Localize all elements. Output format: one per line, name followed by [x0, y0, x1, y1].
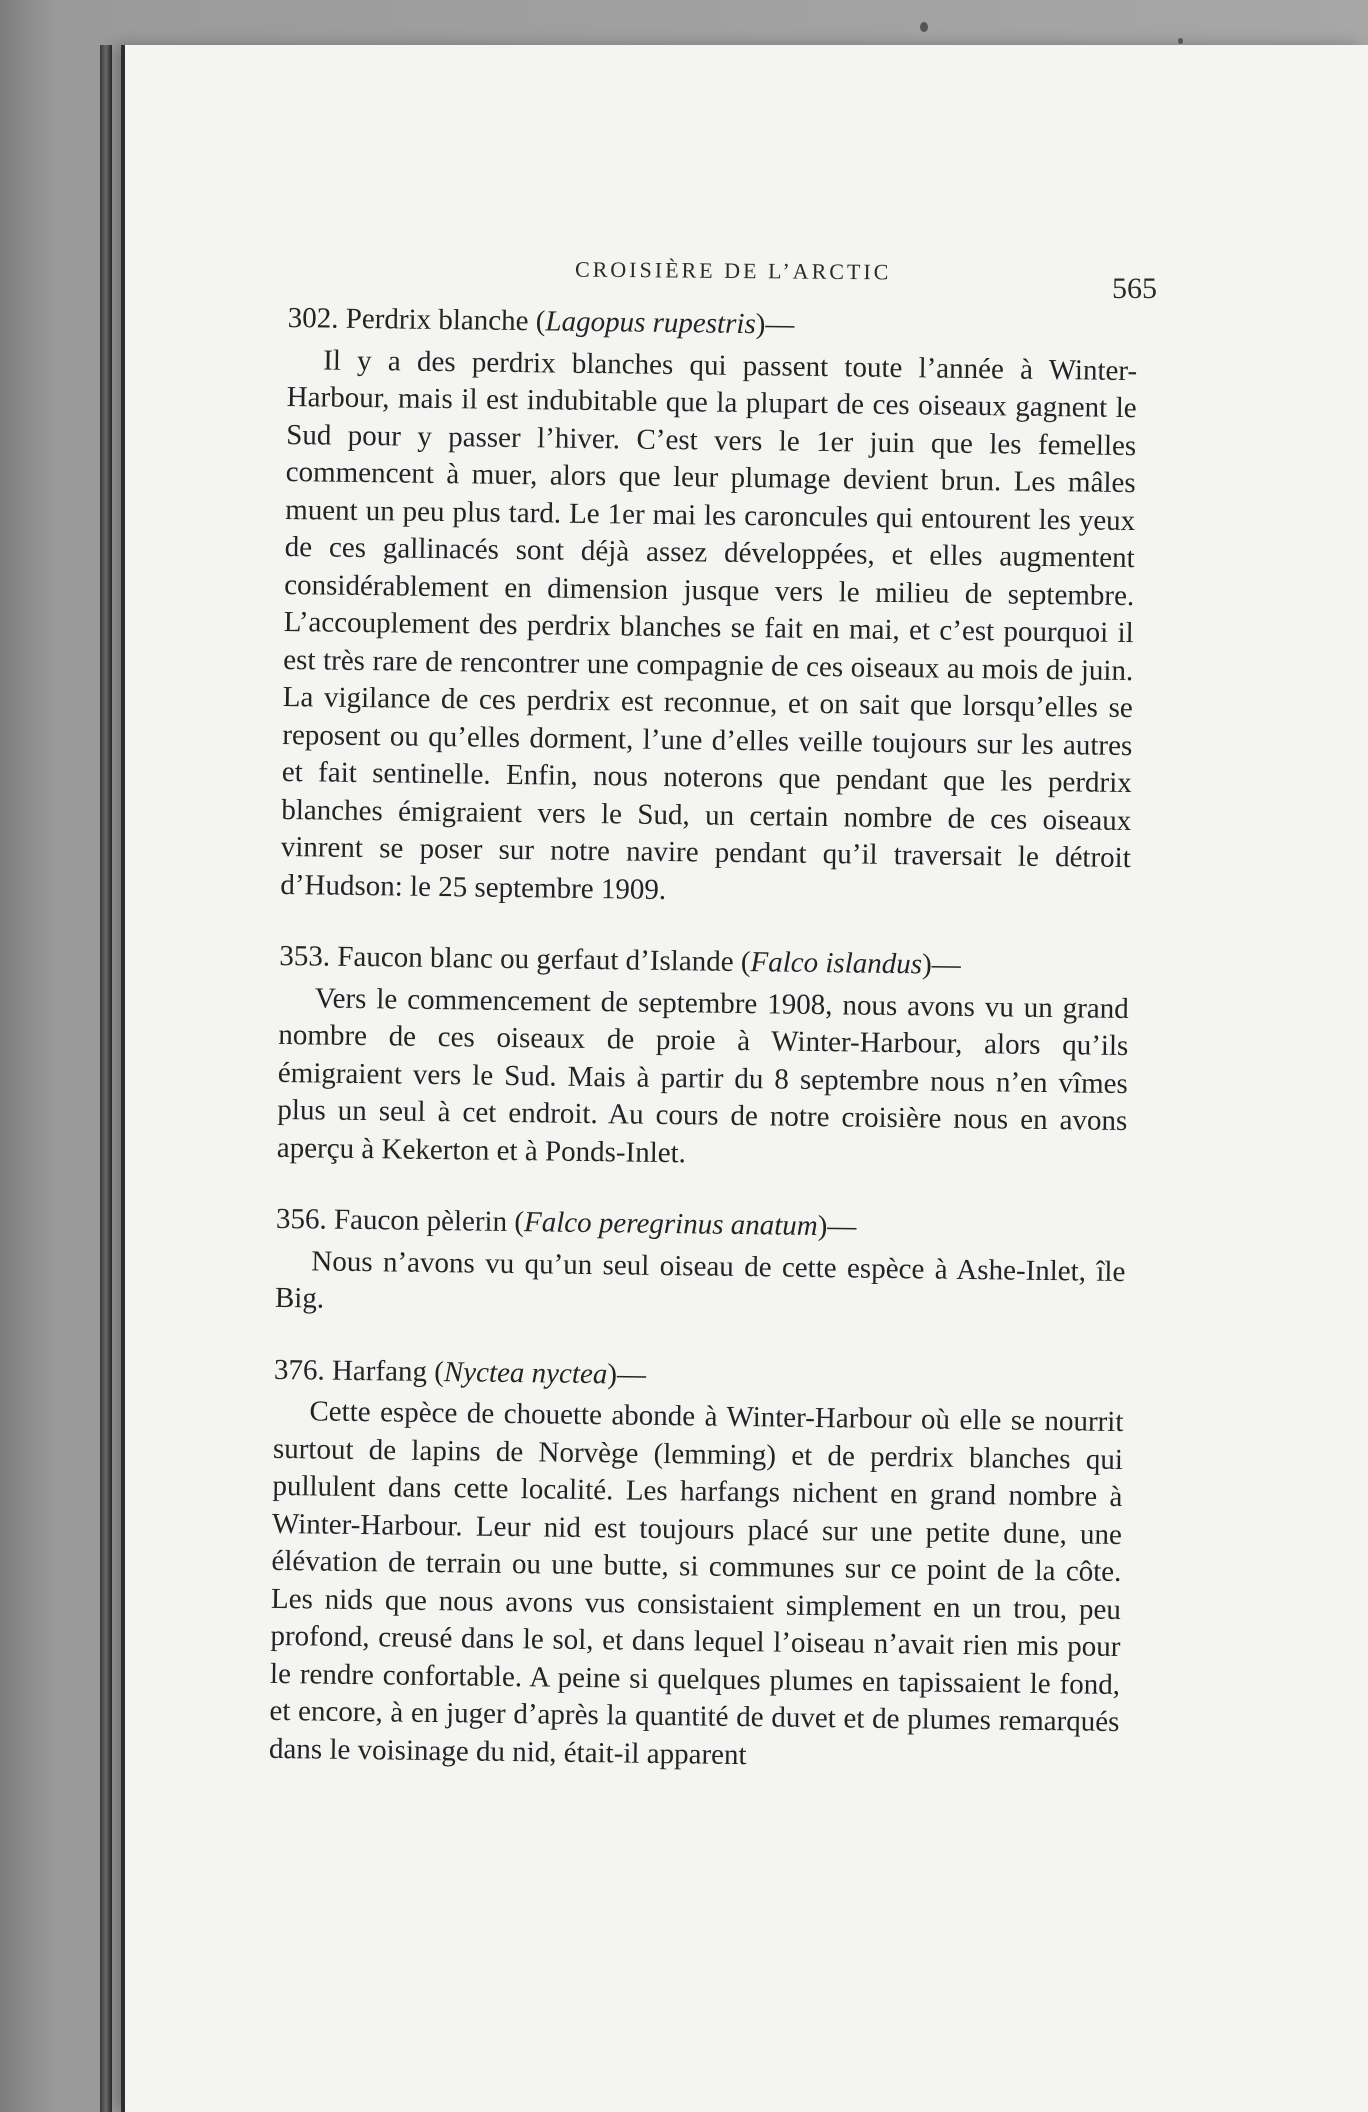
entry-latin-name: Falco islandus [750, 946, 923, 981]
entry-latin-name: Falco peregrinus anatum [523, 1206, 818, 1243]
entry-text: Vers le commencement de septembre 1908, nous avons vu un grand nombre de ces oiseaux de proie à Winter-Harbour, alors qu’ils émigraient vers le Sud. Mais à partir du 8 septembre nous n’en vîmes plus un seul à cet endroit. Au cours de notre croisière nous en avons aperçu à Kekerton et à Ponds-Inlet. [276, 981, 1130, 1169]
entry-number: 376. [273, 1353, 325, 1387]
entry-common-name: Harfang [331, 1354, 428, 1388]
species-entry-356 [275, 1201, 1126, 1329]
scan-speck [1178, 38, 1183, 44]
entry-latin-name: Nyctea nyctea [443, 1355, 608, 1390]
book-binding-edge [100, 45, 112, 2112]
scan-speck [920, 22, 928, 32]
entry-heading: 302. Perdrix blanche (Lagopus rupestris)— [287, 301, 795, 341]
entry-latin-name: Lagopus rupestris [545, 305, 756, 341]
entry-heading: 356. Faucon pèlerin (Falco peregrinus anatum)— [275, 1202, 857, 1243]
page-body [268, 300, 1138, 1813]
entry-common-name: Perdrix blanche [345, 302, 529, 338]
entry-text: Il y a des perdrix blanches qui passent toute l’année à Winter-Harbour, mais il est indubitable que la plupart de ces oiseaux gagnent le Sud pour y passer l’hiver. C’est vers le 1er juin que les femelles commencent à muer, alors que leur plumage devient brun. Les mâles muent un peu plus tard. Le 1er mai les caroncules qui entourent les yeux de ces gallinacés sont déjà assez développées, et elles augmentent considérablement en dimension jusque vers le milieu de septembre. L’accouplement des perdrix blanches se fait en mai, et c’est pourquoi il est très rare de rencontrer une compagnie de ces oiseaux au mois de juin. La vigilance de ces perdrix est reconnue, et on sait que lorsqu’elles se reposent ou qu’elles dorment, l’une d’elles veille toujours sur les autres et fait sentinelle. Enfin, nous noterons que pendant que les perdrix blanches émigraient vers le Sud, un certain nombre de ces oiseaux vinrent se poser sur notre navire pendant qu’il traversait le détroit d’Hudson: le 25 septembre 1909. [280, 343, 1138, 906]
entry-number: 353. [279, 939, 331, 973]
entry-number: 302. [287, 301, 339, 335]
species-entry-376 [269, 1351, 1124, 1779]
entry-common-name: Faucon pèlerin [333, 1203, 508, 1238]
page-number: 565 [1112, 272, 1157, 305]
species-entry-302 [280, 300, 1138, 915]
entry-common-name: Faucon blanc ou gerfaut d’Islande [337, 940, 734, 978]
entry-heading: 376. Harfang (Nyctea nyctea)— [273, 1353, 647, 1391]
entry-text: Cette espèce de chouette abonde à Winter-Harbour où elle se nourrit surtout de lapins de Norvège (lemming) et de perdrix blanches qui pullulent dans cette localité. Les harfangs nichent en grand nombre à Winter-Harbour. Leur nid est toujours placé sur une petite dune, une élévation de terrain ou une butte, si communes sur ce point de la côte. Les nids que nous avons vus consistaient simplement en un trou, peu profond, creusé dans le sol, et dans lequel l’oiseau n’avait rien mis pour le rendre confortable. A peine si quelques plumes en tapissaient le fond, et encore, à en juger d’après la quantité de duvet et de plumes remarqués dans le voisinage du nid, était-il apparent [268, 1395, 1124, 1771]
entry-number: 356. [275, 1202, 327, 1236]
entry-text: Nous n’avons vu qu’un seul oiseau de cette espèce à Ashe-Inlet, île Big. [274, 1244, 1126, 1315]
entry-heading: 353. Faucon blanc ou gerfaut d’Islande (Falco islandus)— [279, 939, 961, 981]
species-entry-353 [277, 938, 1130, 1178]
running-head: CROISIÈRE DE L’ARCTIC [574, 256, 892, 285]
